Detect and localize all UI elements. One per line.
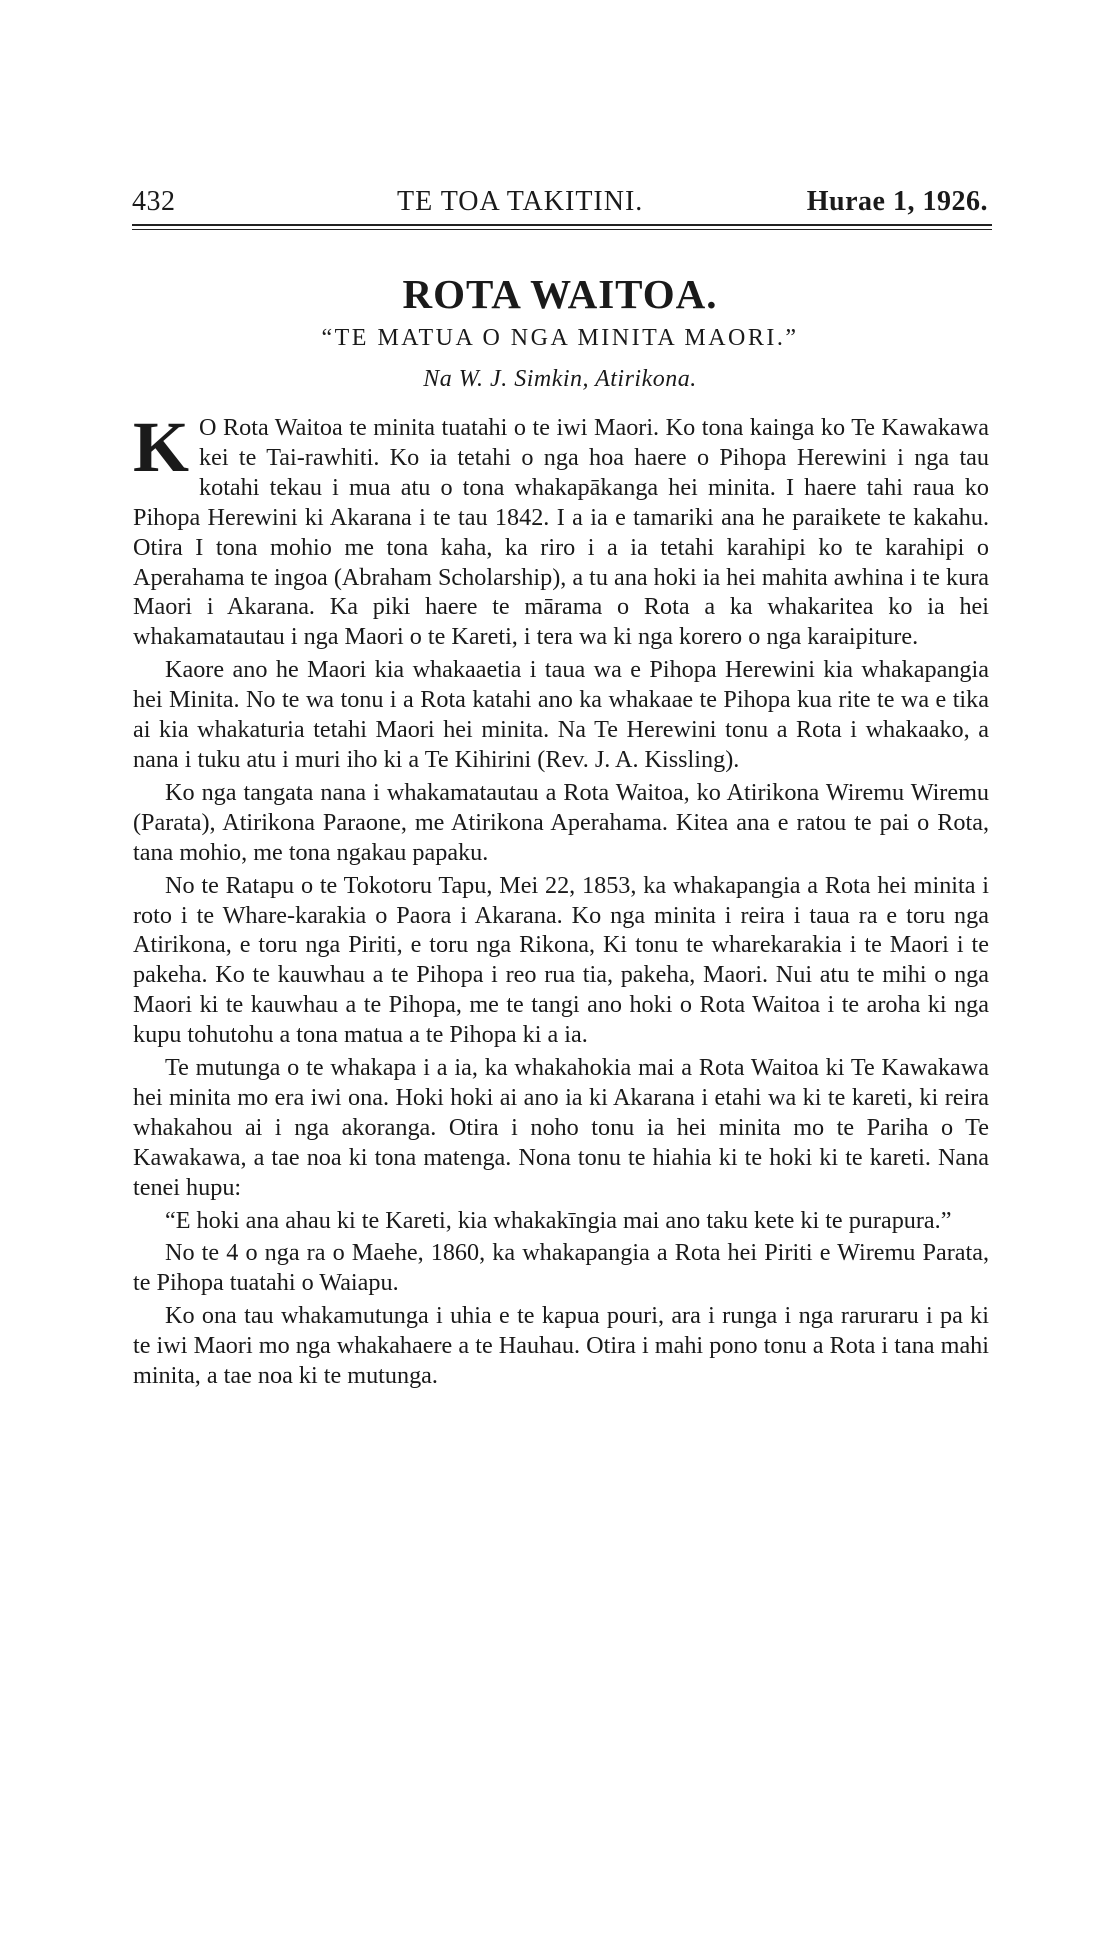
journal-title: TE TOA TAKITINI.	[397, 186, 644, 217]
running-head	[132, 186, 988, 220]
article-title: ROTA WAITOA.	[402, 271, 718, 317]
paragraph: Kaore ano he Maori kia whakaaetia i taua wa e Pihopa Herewini kia whakapangia hei Minita. No te wa tonu i a Rota katahi ano ka whakaae te Pihopa kua rite te wa e tika ai kia whakaturia tetahi Maori hei minita. Na Te Herewini tonu a Rota i whakaako, a nana i tuku atu i muri iho ki a Te Kihirini (Rev. J. A. Kissling).	[133, 656, 989, 773]
article-subtitle: “TE MATUA O NGA MINITA MAORI.”	[321, 325, 799, 351]
issue-date: Hurae 1, 1926.	[806, 186, 988, 217]
paragraph: Ko ona tau whakamutunga i uhia e te kapua pouri, ara i runga i nga raruraru i pa ki te iwi Maori mo nga whakahaere a te Hauhau. Otira i mahi pono tonu a Rota i tana mahi minita, a tae noa ki te mutunga.	[133, 1302, 989, 1390]
paragraph-text: O Rota Waitoa te minita tuatahi o te iwi Maori. Ko tona kainga ko Te Kawakawa kei te Tai-rawhiti. Ko ia tetahi o nga hoa haere o Pihopa Herewini i nga tau kotahi tekau i mua atu o tona whakapākanga hei minita. I haere tahi raua ko Pihopa Herewini ki Akarana i te tau 1842. I a ia e tamariki ana he paraikete te kakahu. Otira I tona mohio me tona kaha, ka riro i a ia tetahi karahipi ko te karahipi o Aperahama te ingoa (Abraham Scholarship), a tu ana hoki ia hei mahita awhina i te kura Maori i Akarana. Ka piki haere te mārama o Rota a ka whakaritea ko ia hei whakamatautau i nga Maori o te Kareti, i tera wa ki nga korero o nga karaipiture.	[133, 414, 989, 651]
article-body	[133, 407, 989, 1394]
header-rule-thin	[132, 229, 992, 230]
paragraph: Ko nga tangata nana i whakamatautau a Rota Waitoa, ko Atirikona Wiremu Wiremu (Parata), Atirikona Paraone, me Atirikona Aperahama. Kitea ana e ratou te pai o Rota, tana mohio, me tona ngakau papaku.	[133, 778, 989, 866]
paragraph: No te Ratapu o te Tokotoru Tapu, Mei 22, 1853, ka whakapangia a Rota hei minita i roto i te Whare-karakia o Paora i Akarana. Ko nga minita i reira i taua ra e toru nga Atirikona, e toru nga Piriti, e toru nga Rikona, Ki tonu te wharekarakia i te Maori i te pakeha. Ko te kauwhau a te Pihopa i reo rua tia, pakeha, Maori. Nui atu te mihi o nga Maori ki te kauwhau a te Pihopa, me te tangi ano hoki o Rota Waitoa i te aroha ki nga kupu tohutohu a tona matua a te Pihopa ki a ia.	[133, 871, 989, 1049]
paragraph: No te 4 o nga ra o Maehe, 1860, ka whakapangia a Rota hei Piriti e Wiremu Parata, te Pihopa tuatahi o Waiapu.	[133, 1239, 989, 1297]
paragraph: Te mutunga o te whakapa i a ia, ka whakahokia mai a Rota Waitoa ki Te Kawakawa hei minita mo era iwi ona. Hoki hoki ai ano ia ki Akarana i etahi wa ki te kareti, ki reira whakahou ai i nga akoranga. Otira i noho tonu ia hei minita mo te Pariha o Te Kawakawa, a tae noa ki tona matenga. Nona tonu te hiahia ki te hoki ki te kareti. Nana tenei hupu:	[133, 1054, 989, 1201]
page-number: 432	[132, 186, 176, 217]
quote-paragraph: “E hoki ana ahau ki te Kareti, kia whakakīngia mai ano taku kete ki te purapura.”	[165, 1206, 952, 1234]
article-byline: Na W. J. Simkin, Atirikona.	[423, 366, 697, 392]
paragraph	[133, 407, 989, 652]
header-rule	[132, 224, 992, 226]
drop-cap: K	[133, 407, 190, 487]
